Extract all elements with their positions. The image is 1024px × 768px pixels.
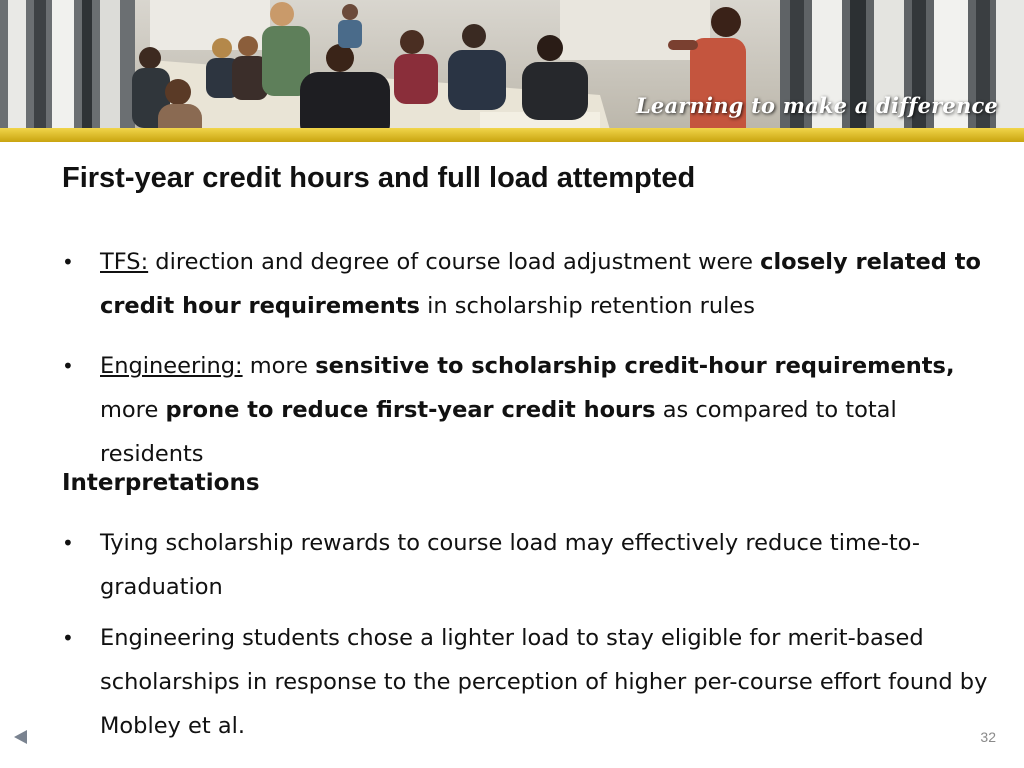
bullet-label-engineering: Engineering: — [100, 353, 243, 379]
bullet-text: direction and degree of course load adjustment were — [148, 249, 761, 275]
bullet-label-tfs: TFS: — [100, 249, 149, 275]
interpretation-item — [62, 616, 997, 748]
bullet-dot: • — [62, 354, 74, 378]
interpretation-text: Engineering students chose a lighter load to stay eligible for merit-based scholarships in response to the perception of higher per-course effort found by Mobley et al. — [100, 625, 988, 739]
bullet-engineering — [62, 344, 992, 476]
interpretation-item — [62, 521, 997, 609]
interpretation-text: Tying scholarship rewards to course load may effectively reduce time-to-graduation — [100, 530, 920, 600]
triangle-left-icon[interactable] — [14, 730, 27, 744]
bullet-dot: • — [62, 531, 74, 555]
bullet-text: more — [242, 353, 316, 379]
bullet-text: in scholarship retention rules — [419, 293, 755, 319]
page-number: 32 — [980, 729, 996, 745]
bullet-emphasis: closely related to credit hour requirements — [100, 249, 981, 319]
interpretations-list — [62, 521, 997, 755]
slide-title: First-year credit hours and full load attempted — [62, 162, 696, 194]
findings-list — [62, 240, 992, 492]
interpretations-heading: Interpretations — [62, 470, 260, 496]
tagline: Learning to make a difference — [635, 93, 998, 118]
bullet-dot: • — [62, 250, 74, 274]
bullet-text: more — [100, 397, 166, 423]
bullet-text: as compared to total residents — [100, 397, 897, 467]
bullet-tfs — [62, 240, 992, 328]
header-banner — [0, 0, 1024, 142]
bullet-dot: • — [62, 626, 74, 650]
bullet-emphasis: prone to reduce first-year credit hours — [165, 397, 656, 423]
classroom-photo — [0, 0, 1024, 142]
bullet-emphasis: sensitive to scholarship credit-hour requirements, — [315, 353, 955, 379]
